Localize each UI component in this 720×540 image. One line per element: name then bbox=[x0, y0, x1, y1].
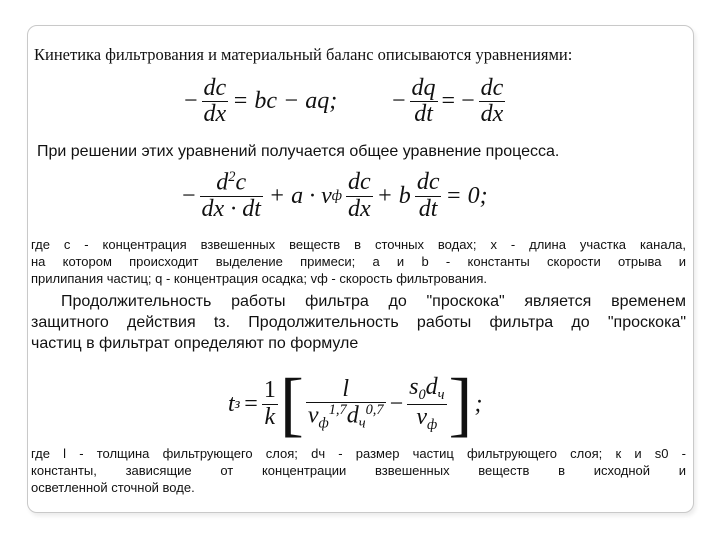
eq3-fraction3 bbox=[415, 170, 442, 221]
eq4-v2-sub: ф bbox=[427, 416, 438, 433]
eq3-num1-c: c bbox=[235, 169, 247, 196]
eq2-minus: − bbox=[392, 88, 406, 115]
equation-kinetics bbox=[180, 76, 337, 127]
eq2-numerator2: dc bbox=[480, 75, 504, 101]
para1-line-1: где c - концентрация взвешенных веществ в сточных водах; x - длина участка канала, bbox=[31, 237, 686, 252]
eq4-d-sup: 0,7 bbox=[365, 401, 384, 418]
eq3-num1-sup: 2 bbox=[228, 169, 236, 185]
eq1-rhs: = bc − aq; bbox=[232, 88, 338, 115]
eq4-one-over-k bbox=[262, 378, 278, 429]
eq2-fraction-right bbox=[479, 76, 506, 127]
eq3-num2: dc bbox=[347, 169, 371, 196]
eq3-den1: dx · dt bbox=[201, 195, 261, 222]
eq3-den2: dx bbox=[347, 195, 371, 222]
eq3-tail: = 0; bbox=[445, 182, 488, 209]
eq4-s-sub: 0 bbox=[418, 387, 426, 404]
eq3-den3: dt bbox=[418, 195, 438, 222]
eq3-plus-av: + a · v bbox=[268, 182, 332, 209]
eq3-fraction1 bbox=[200, 170, 263, 222]
eq1-numerator: dc bbox=[203, 75, 227, 101]
eq4-right-bracket: ] bbox=[448, 364, 473, 444]
eq4-d2-sub: ч bbox=[437, 387, 445, 404]
eq4-k: k bbox=[264, 403, 276, 430]
equation-breakthrough-time bbox=[228, 364, 483, 444]
equation-general bbox=[178, 170, 488, 222]
eq4-v: v bbox=[307, 402, 319, 429]
eq4-fraction-l bbox=[306, 377, 386, 432]
eq3-num3: dc bbox=[416, 169, 440, 196]
para3-line-3: осветленной сточной воде. bbox=[31, 480, 195, 495]
eq2-equals: = − bbox=[441, 88, 475, 115]
eq2-fraction-left bbox=[410, 76, 438, 127]
para3-line-1: где l - толщина фильтрующего слоя; dч - размер частиц фильтрующего слоя; к и s0 - bbox=[31, 446, 686, 461]
eq4-s: s bbox=[409, 374, 419, 401]
eq4-d-sub: ч bbox=[358, 415, 366, 432]
eq4-t: t bbox=[228, 390, 235, 417]
eq1-fraction bbox=[202, 76, 229, 127]
para2-line-3: частиц в фильтрат определяют по формуле bbox=[31, 335, 359, 352]
eq4-t-sub: з bbox=[234, 395, 241, 412]
eq4-equals: = bbox=[244, 390, 258, 417]
eq4-v2: v bbox=[416, 403, 428, 430]
eq4-v-sub: ф bbox=[318, 415, 329, 432]
eq4-d2: d bbox=[425, 374, 438, 401]
paragraph-legend bbox=[31, 445, 686, 496]
eq1-denominator: dx bbox=[203, 101, 227, 128]
heading-text: Кинетика фильтрования и материальный баланс описываются уравнениями: bbox=[34, 45, 573, 64]
equation-balance bbox=[388, 76, 505, 127]
eq3-num1-d: d bbox=[216, 169, 229, 196]
eq3-minus: − bbox=[182, 182, 196, 209]
eq2-numerator: dq bbox=[411, 75, 436, 101]
eq4-d: d bbox=[346, 402, 359, 429]
para3-line-2: константы, зависящие от концентрации взвешенных веществ в исходной и bbox=[31, 463, 686, 478]
eq4-l: l bbox=[342, 375, 350, 402]
paragraph-definitions bbox=[31, 236, 686, 287]
eq4-v-sup: 1,7 bbox=[328, 401, 347, 418]
eq3-plus-b: + b bbox=[376, 182, 411, 209]
eq3-v-sub: ф bbox=[331, 187, 342, 204]
eq4-fraction-s bbox=[407, 375, 446, 432]
eq2-denominator2: dx bbox=[480, 101, 504, 128]
eq4-one: 1 bbox=[263, 377, 276, 404]
para1-line-3: прилипания частиц; q - концентрация осадка; vф - скорость фильтрования. bbox=[31, 271, 488, 286]
eq4-left-bracket: [ bbox=[279, 364, 304, 444]
para1-line-2: на котором происходит выделение примеси; a и b - константы скорости отрыва и bbox=[31, 254, 686, 269]
eq4-minus: − bbox=[389, 390, 404, 417]
eq2-denominator: dt bbox=[414, 101, 433, 128]
eq1-minus: − bbox=[184, 88, 198, 115]
subheading-text: При решении этих уравнений получается общее уравнение процесса. bbox=[37, 143, 560, 160]
eq4-tail: ; bbox=[474, 390, 483, 417]
para2-line-2: защитного действия tз. Продолжительность работы фильтра до "проскока" bbox=[31, 314, 686, 331]
eq3-fraction2 bbox=[346, 170, 373, 221]
para2-line-1: Продолжительность работы фильтра до "проскока" является временем bbox=[61, 293, 686, 310]
paragraph-duration bbox=[31, 291, 686, 354]
